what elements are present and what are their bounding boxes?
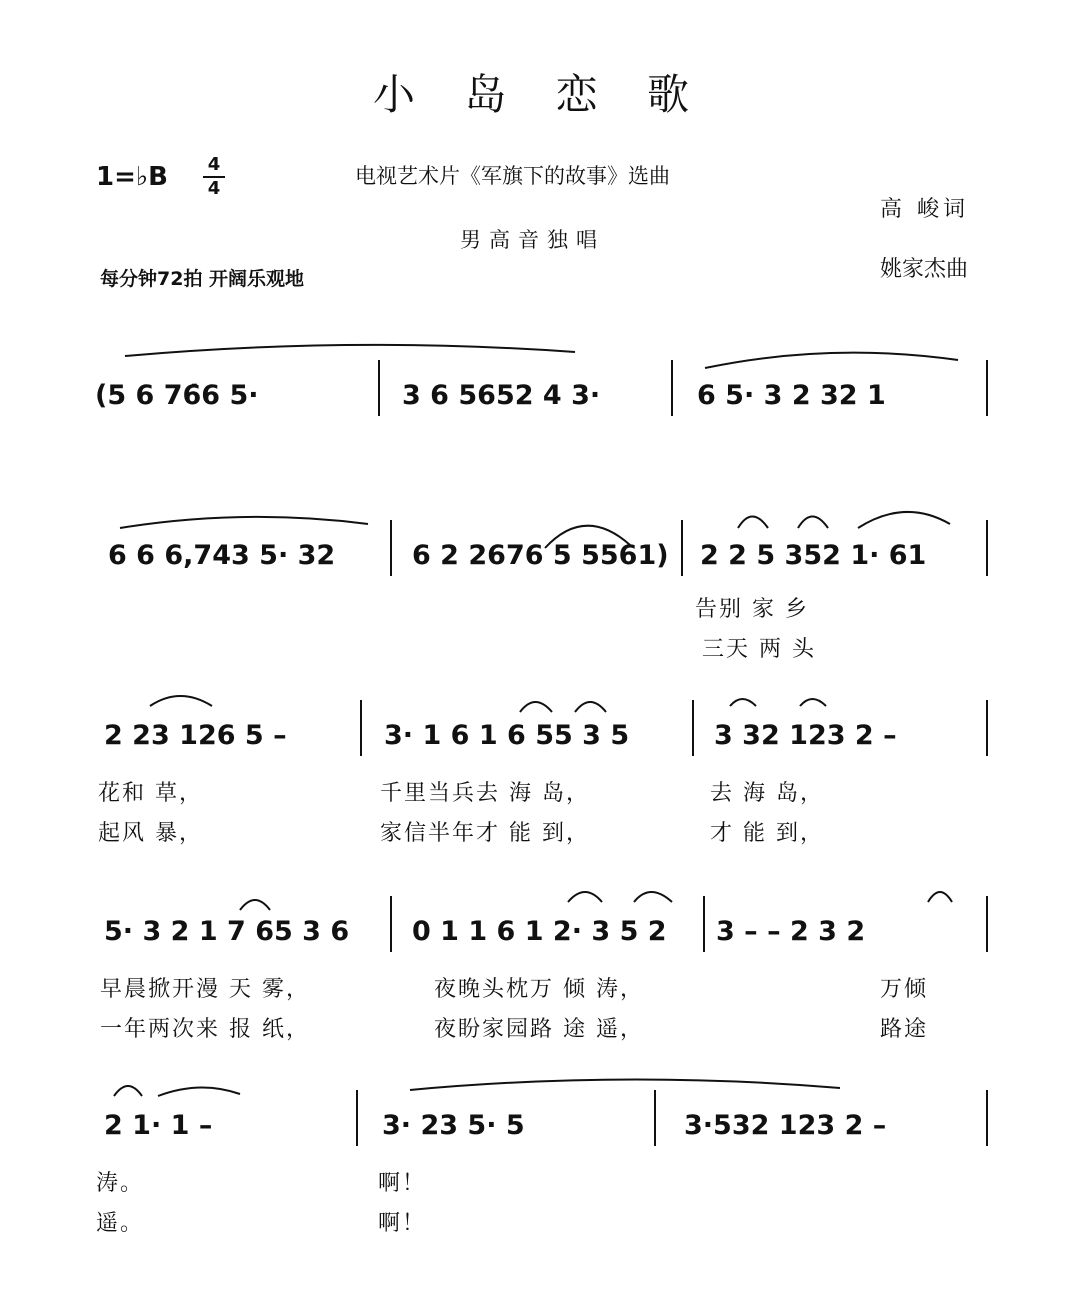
- tempo-marking: 每分钟72拍 开阔乐观地: [100, 268, 305, 290]
- notes-row3-m2: 3· 1 6 1 6 55 3 5: [384, 720, 630, 751]
- slur: [738, 517, 768, 529]
- meter-top: 4: [207, 154, 221, 175]
- lyric-row3-verse1-c: 去 海 岛，: [710, 781, 824, 806]
- lyric-row4-verse1-b: 夜晚头枕万 倾 涛，: [434, 977, 644, 1002]
- notes-row1-m1: (5 6 76̇6 5·: [95, 380, 259, 411]
- notes-row1-m3: 6 5· 3 2 32 1: [697, 380, 886, 411]
- slur: [520, 702, 552, 712]
- lyric-row3-verse1-a: 花和 草，: [98, 781, 203, 806]
- slur: [634, 892, 672, 902]
- notes-row4-m3: 3 – – 2 3 2: [716, 916, 866, 947]
- lyric-row4-verse1-c: 万倾: [880, 977, 929, 1002]
- slur: [150, 696, 212, 706]
- lyric-row3-verse2-b: 家信半年才 能 到，: [380, 821, 590, 846]
- notes-row3-m1: 2 23 126 5 –: [104, 720, 287, 751]
- lyric-row3-verse1-b: 千里当兵去 海 岛，: [380, 781, 590, 806]
- lyric-row2-verse2: 三天 两 头: [702, 637, 816, 662]
- lyric-row2-verse1: 告别 家 乡: [695, 597, 809, 622]
- composer-credit: 姚家杰曲: [880, 257, 969, 282]
- slur: [928, 892, 952, 902]
- notes-row5-m3: 3·532 123 2 –: [684, 1110, 887, 1141]
- subtitle: 电视艺术片《军旗下的故事》选曲: [355, 164, 670, 188]
- notes-row5-m2: 3· 23 5· 5: [382, 1110, 525, 1141]
- lyricist-credit: 高 峻词: [880, 197, 969, 222]
- slur: [568, 892, 602, 902]
- notes-row2-m2: 6 2 2676 5 5561): [412, 540, 669, 571]
- slur: [158, 1087, 240, 1096]
- notes-row5-m1: 2 1· 1 –: [104, 1110, 213, 1141]
- meter-bottom: 4: [207, 178, 221, 199]
- slur: [730, 699, 756, 706]
- slur: [705, 353, 958, 368]
- lyric-row4-verse2-b: 夜盼家园路 途 遥，: [434, 1017, 644, 1042]
- notes-row4-m1: 5· 3 2 1 7 65 3 6: [104, 916, 350, 947]
- notes-row4-m2: 0 1 1 6 1 2· 3 5 2: [412, 916, 667, 947]
- lyric-row5-verse2-b: 啊！: [378, 1211, 427, 1236]
- song-title: 小 岛 恋 歌: [372, 70, 708, 119]
- slur: [125, 345, 575, 356]
- slur: [240, 900, 270, 910]
- slur: [410, 1079, 840, 1090]
- slur: [575, 702, 606, 712]
- slur: [858, 512, 950, 528]
- performer-line: 男高音独唱: [460, 228, 605, 252]
- slur: [114, 1086, 142, 1096]
- slur: [800, 699, 826, 706]
- lyric-row5-verse1-a: 涛。: [96, 1171, 145, 1196]
- key-signature: 1=♭B: [96, 162, 168, 192]
- lyric-row3-verse2-c: 才 能 到，: [710, 821, 824, 846]
- lyric-row5-verse1-b: 啊！: [378, 1171, 427, 1196]
- lyric-row4-verse2-c: 路途: [880, 1017, 929, 1042]
- slur: [120, 517, 368, 528]
- notes-row1-m2: 3 6 5652 4 3·: [402, 380, 601, 411]
- notes-row2-m1: 6 6 6,743 5· 32: [108, 540, 336, 571]
- slur: [798, 517, 828, 529]
- lyric-row3-verse2-a: 起风 暴，: [98, 821, 203, 846]
- notes-row2-m3: 2 2 5 352 1· 61: [700, 540, 927, 571]
- lyric-row4-verse2-a: 一年两次来 报 纸，: [100, 1017, 310, 1042]
- slur: [545, 526, 630, 548]
- notes-row3-m3: 3 32 123 2 –: [714, 720, 897, 751]
- lyric-row5-verse2-a: 遥。: [96, 1211, 145, 1236]
- lyric-row4-verse1-a: 早晨掀开漫 天 雾，: [100, 977, 310, 1002]
